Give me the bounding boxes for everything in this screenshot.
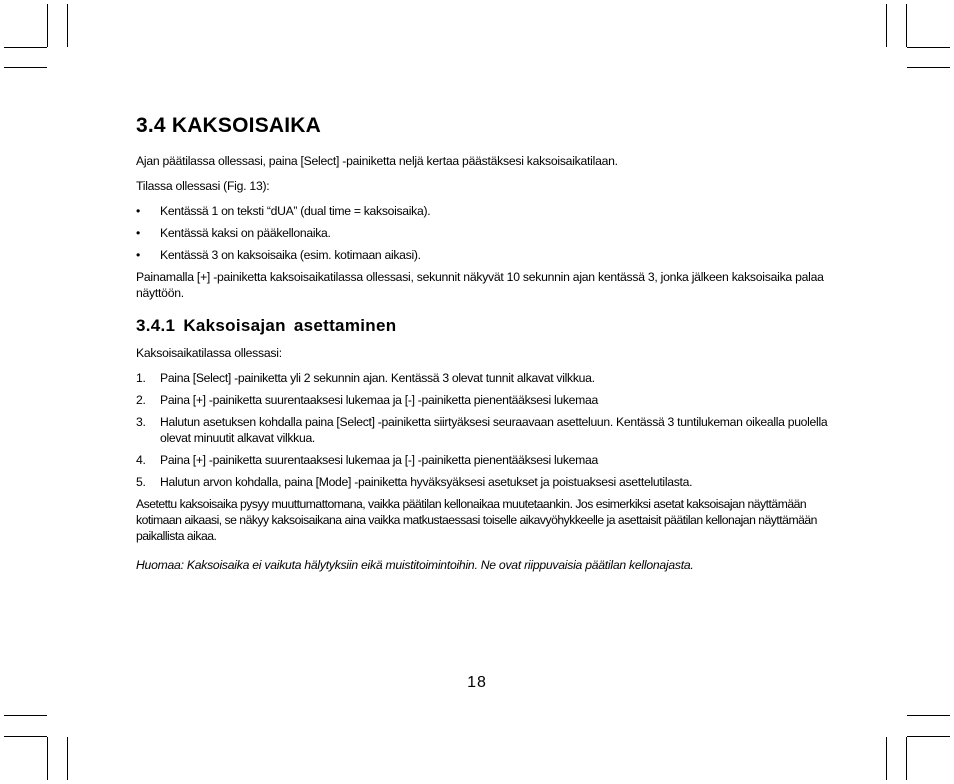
crop-mark-top-left-vertical-inner <box>67 4 68 47</box>
step-number: 3. <box>136 415 146 429</box>
mode-lead: Tilassa ollessasi (Fig. 13): <box>136 179 270 193</box>
crop-mark-bottom-right-horizontal-lower <box>907 736 950 737</box>
list-item-text: Kentässä 1 on teksti “dUA” (dual time = kaksoisaika). <box>160 204 431 218</box>
list-item <box>136 370 833 386</box>
step-text: Paina [+] -painiketta suurentaaksesi lukemaa ja [-] -painiketta pienentääksesi lukemaa <box>160 453 598 467</box>
list-item <box>136 452 833 468</box>
crop-mark-top-right-vertical-inner <box>886 4 887 47</box>
list-item <box>136 203 833 219</box>
crop-mark-bottom-right-vertical-inner <box>886 737 887 780</box>
crop-mark-top-right-horizontal-lower <box>907 67 950 68</box>
crop-mark-bottom-left-horizontal-lower <box>4 736 47 737</box>
subsection-lead: Kaksoisaikatilassa ollessasi: <box>136 346 282 360</box>
list-item <box>136 225 833 241</box>
setting-steps-list <box>136 370 833 490</box>
step-number: 2. <box>136 393 146 407</box>
crop-mark-top-left-horizontal-upper <box>4 47 47 48</box>
display-fields-list <box>136 203 833 263</box>
list-item-text: Kentässä kaksi on pääkellonaika. <box>160 226 331 240</box>
closing-paragraph: Asetettu kaksoisaika pysyy muuttumattomana, vaikka päätilan kellonaikaa muutetaankin. Jos esimerkiksi asetat kaksoisajan näyttämään kotimaan aikaasi, se näkyy kaksoisaikana aina vaikka matkustaessasi toiselle aikavyöhykkeelle ja asettaisit päätilan kellonajan näyttämään paikallista aikaa. <box>136 497 817 543</box>
bullet-marker: • <box>136 226 140 240</box>
crop-mark-top-right-vertical-outer <box>906 4 907 47</box>
page-number: 18 <box>467 674 487 691</box>
crop-mark-bottom-left-horizontal-upper <box>4 715 47 716</box>
step-text: Halutun asetuksen kohdalla paina [Select] -painiketta siirtyäksesi seuraavaan asetteluun. Kentässä 3 tuntilukeman oikealla puolella olevat minuutit alkavat vilkkua. <box>160 415 828 445</box>
bullet-marker: • <box>136 204 140 218</box>
step-text: Halutun arvon kohdalla, paina [Mode] -painiketta hyväksyäksesi asetukset ja poistuaksesi asettelutilasta. <box>160 475 693 489</box>
section-title: 3.4 KAKSOISAIKA <box>136 114 322 137</box>
plus-button-paragraph: Painamalla [+] -painiketta kaksoisaikatilassa ollessasi, sekunnit näkyvät 10 sekunnin ajan kentässä 3, jonka jälkeen kaksoisaika palaa näyttöön. <box>136 270 824 300</box>
list-item <box>136 392 833 408</box>
crop-mark-top-left-vertical-outer <box>47 4 48 47</box>
page-content <box>136 113 833 582</box>
step-text: Paina [+] -painiketta suurentaaksesi lukemaa ja [-] -painiketta pienentääksesi lukemaa <box>160 393 598 407</box>
bullet-marker: • <box>136 248 140 262</box>
crop-mark-bottom-right-vertical-outer <box>906 737 907 780</box>
list-item-text: Kentässä 3 on kaksoisaika (esim. kotimaan aikasi). <box>160 248 421 262</box>
section-intro: Ajan päätilassa ollessasi, paina [Select] -painiketta neljä kertaa päästäksesi kaksoisaikatilaan. <box>136 154 618 168</box>
crop-mark-top-right-horizontal-upper <box>907 47 950 48</box>
crop-mark-bottom-left-vertical-outer <box>47 737 48 780</box>
step-text: Paina [Select] -painiketta yli 2 sekunnin ajan. Kentässä 3 olevat tunnit alkavat vilkkua. <box>160 371 595 385</box>
list-item <box>136 247 833 263</box>
crop-mark-top-left-horizontal-lower <box>4 67 47 68</box>
step-number: 5. <box>136 475 146 489</box>
list-item <box>136 474 833 490</box>
subsection-title: 3.4.1 Kaksoisajan asettaminen <box>136 316 397 335</box>
crop-mark-bottom-right-horizontal-upper <box>907 715 950 716</box>
note-paragraph: Huomaa: Kaksoisaika ei vaikuta hälytyksiin eikä muistitoimintoihin. Ne ovat riippuvaisia päätilan kellonajasta. <box>136 558 694 572</box>
step-number: 1. <box>136 371 146 385</box>
step-number: 4. <box>136 453 146 467</box>
list-item <box>136 414 833 446</box>
crop-mark-bottom-left-vertical-inner <box>67 737 68 780</box>
